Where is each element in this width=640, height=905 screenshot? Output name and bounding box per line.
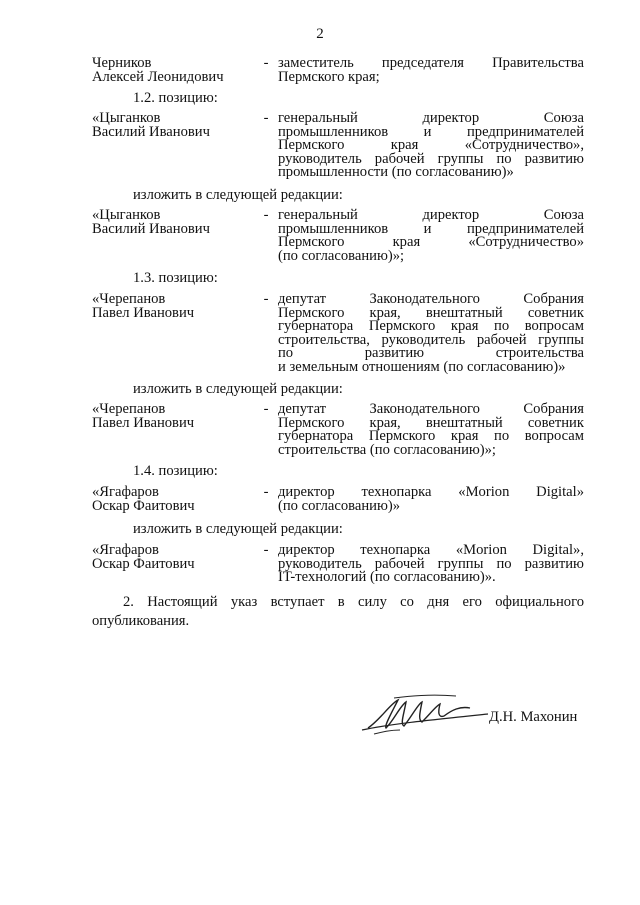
handwritten-signature	[360, 690, 490, 740]
description-line: Пермского края, внештатный советник	[278, 304, 584, 321]
description-line: Пермского края «Сотрудничество»,	[278, 137, 584, 153]
paragraph-2	[92, 593, 584, 631]
description-line: промышленников и предпринимателей	[278, 123, 584, 140]
paragraph-2-line-1: 2. Настоящий указ вступает в силу со дня его официального	[123, 594, 584, 610]
person-name-line: «Цыганков	[92, 207, 161, 223]
dash-separator: -	[263, 291, 269, 307]
description-line: по развитию строительства	[278, 345, 584, 361]
signer-name: Д.Н. Махонин	[489, 709, 578, 725]
position-description	[278, 293, 584, 374]
dash-separator: -	[263, 401, 269, 417]
person-name-line: «Ягафаров	[92, 484, 159, 500]
person-name-line: «Ягафаров	[92, 542, 159, 558]
person-name	[92, 209, 257, 236]
description-line: генеральный директор Союза	[278, 110, 584, 126]
position-description	[278, 544, 584, 585]
dash-separator: -	[263, 207, 269, 223]
person-name-line: «Черепанов	[92, 401, 166, 417]
position-description	[278, 403, 584, 457]
dash-separator: -	[263, 55, 269, 71]
page-number: 2	[316, 26, 324, 42]
description-line: Пермского края «Сотрудничество»	[278, 234, 584, 250]
description-line: (по согласованию)»	[278, 497, 401, 514]
dash-separator: -	[263, 484, 269, 500]
description-line: Пермского края, внештатный советник	[278, 414, 584, 431]
description-line: IT-технологий (по согласованию)».	[278, 569, 496, 585]
description-line: строительства, руководитель рабочей группы	[278, 331, 584, 348]
person-name-line: Оскар Фаитович	[92, 497, 195, 514]
person-name	[92, 112, 257, 139]
position-description	[278, 486, 584, 513]
dash-separator: -	[263, 542, 269, 558]
person-name-line: Оскар Фаитович	[92, 555, 195, 572]
instruction-position-1-2: 1.2. позицию:	[133, 90, 218, 106]
person-name-line: Павел Иванович	[92, 414, 195, 431]
person-name-line: «Цыганков	[92, 110, 161, 126]
dash-separator: -	[263, 110, 269, 126]
position-description	[278, 209, 584, 263]
description-line: и земельным отношениям (по согласованию)»	[278, 358, 566, 375]
description-line: генеральный директор Союза	[278, 207, 584, 223]
description-line: строительства (по согласованию)»;	[278, 441, 496, 458]
description-line: директор технопарка «Morion Digital»,	[278, 542, 584, 558]
person-name	[92, 403, 257, 430]
instruction-edit: изложить в следующей редакции:	[133, 381, 343, 397]
person-name-line: «Черепанов	[92, 291, 166, 307]
description-line: губернатора Пермского края по вопросам	[278, 428, 584, 444]
person-name	[92, 57, 257, 84]
instruction-edit: изложить в следующей редакции:	[133, 521, 343, 537]
instruction-edit: изложить в следующей редакции:	[133, 187, 343, 203]
person-name-line: Василий Иванович	[92, 123, 210, 140]
person-name-line: Алексей Леонидович	[92, 68, 224, 85]
description-line: руководитель рабочей группы по развитию	[278, 150, 584, 167]
description-line: губернатора Пермского края по вопросам	[278, 318, 584, 334]
position-description	[278, 112, 584, 180]
description-line: депутат Законодательного Собрания	[278, 291, 584, 307]
person-name	[92, 544, 257, 571]
position-description	[278, 57, 584, 84]
description-line: заместитель председателя Правительства	[278, 55, 584, 71]
description-line: промышленности (по согласованию)»	[278, 164, 514, 180]
person-name-line: Павел Иванович	[92, 304, 195, 321]
paragraph-2-line-2: опубликования.	[92, 613, 190, 629]
person-name	[92, 293, 257, 320]
person-name	[92, 486, 257, 513]
description-line: Пермского края;	[278, 68, 380, 85]
description-line: промышленников и предпринимателей	[278, 220, 584, 237]
description-line: депутат Законодательного Собрания	[278, 401, 584, 417]
description-line: директор технопарка «Morion Digital»	[278, 484, 584, 500]
person-name-line: Василий Иванович	[92, 220, 210, 237]
instruction-position-1-3: 1.3. позицию:	[133, 270, 218, 286]
description-line: (по согласованию)»;	[278, 247, 405, 264]
person-name-line: Черников	[92, 55, 152, 71]
description-line: руководитель рабочей группы по развитию	[278, 555, 584, 572]
instruction-position-1-4: 1.4. позицию:	[133, 463, 218, 479]
